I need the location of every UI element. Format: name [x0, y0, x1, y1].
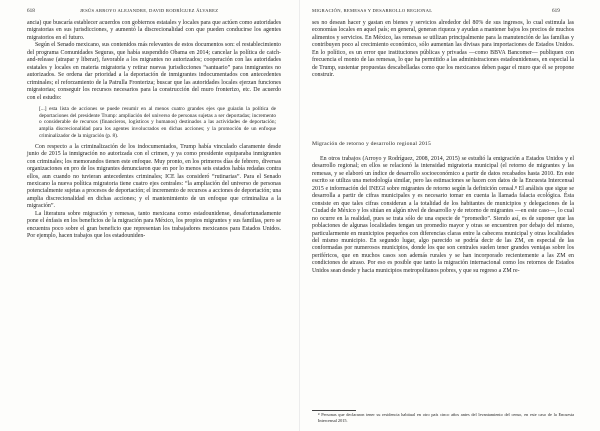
paragraph: Según el Senado mexicano, sus contenidos más relevantes de estos documentos son: el restablecimiento del programa Comunidades Seguras, que había suspendido Obama en 2014; cancelar la política de catch-and-release (atrapar y liberar), favorable a los migrantes no autorizados; cooperación con las autoridades estatales y locales en materia migratoria y retirar nuevas jurisdicciones “santuario” para inmigrantes no autorizados. Se ordena dar prioridad a la deportación de inmigrantes indocumentados con antecedentes criminales; el reforzamiento de la Patrulla Fronteriza; buscar que las autoridades locales ejerzan funciones migratorias; conseguir los recursos necesarios para la construcción del muro fronterizo, etc. De acuerdo con el estudio:	[27, 42, 281, 101]
paragraph: Con respecto a la criminalización de los indocumentados, Trump había vinculado claramente desde junio de 2015 la inmigración no autorizada con el crimen, y ya como presidente equiparaba inmigrantes con criminales; los memorandos tienen este enfoque. Muy pronto, en los primeros días de febrero, diversas organizaciones en pro de los migrantes denunciaron que en por lo menos seis estados había redadas contra ellos, aun cuando no tuvieran antecedentes criminales; ICE las consideró “rutinarias”. Para el Senado mexicano la nueva política migratoria tiene cuatro ejes centrales: “la ampliación del universo de personas potencialmente sujetas a procesos de deportación; el incremento de recursos a acciones de deportación; una amplia discrecionalidad en dichas acciones; y el mantenimiento de un enfoque que criminaliza a la migración”.	[27, 143, 281, 210]
paragraph: ancia) que buscaría establecer acuerdos con gobiernos estatales y locales para que actúen como autoridades migratorias en sus jurisdicciones, y aumentó la discrecionalidad con que pueden conducirse los agentes migratorios en el futuro.	[27, 20, 281, 41]
left-body-text	[27, 20, 281, 241]
running-head-left: JESÚS ARROYO ALEJANDRE, DAVID RODRÍGUEZ ÁLVAREZ	[80, 8, 219, 13]
paragraph: La literatura sobre migración y remesas, tanto mexicana como estadounidense, desafortunadamente pone el énfasis en los beneficios de la migración para México, los propios migrantes y sus familias, pero se encuentra poco sobre el gran beneficio que representan los trabajadores mexicanos para Estados Unidos. Por ejemplo, hacen trabajos que los estadouniden-	[27, 210, 281, 240]
running-head-right: MIGRACIÓN, REMESAS Y DESARROLLO REGIONAL	[312, 8, 433, 13]
section-title: Migración de retorno y desarrollo regional 2015	[312, 141, 432, 147]
block-quote: [...] esta lista de acciones se puede resumir en al menos cuatro grandes ejes que guiarán la política de deportaciones del presidente Trump: ampliación del universo de personas sujetas a ser deportadas; incremento o considerable de recursos (financieros, logísticos y humanos) destinados a las actividades de deportación; amplia discrecionalidad para los agentes involucrados en dichas acciones; y la promoción de un enfoque criminalizador de la migración (p. 8).	[39, 105, 276, 139]
footnote: ⁸ Personas que declararon tener su residencia habitual en otro país cinco años antes del levantamiento del censo, en este caso de la Encuesta Intercensal 2015.	[318, 412, 574, 423]
page-number-right: 619	[552, 8, 560, 14]
right-page	[300, 0, 600, 431]
page-number-left: 618	[27, 8, 35, 14]
right-body-text-top	[312, 20, 574, 80]
right-body-text-section	[312, 156, 574, 275]
paragraph: ses no desean hacer y gastan en bienes y servicios alrededor del 80% de sus ingresos, lo cual estimula las economías locales en aquel país; en general, generan riqueza y ayudan a mantener bajos los precios de muchos alimentos y servicios. En México, las remesas se utilizan principalmente para la manutención de las familias y contribuyen poco al crecimiento económico, sólo aumentan las divisas para importaciones de Estados Unidos. En lo político, es un error que instituciones públicas y privadas —como BBVA Bancomer— publiquen con frecuencia el monto de las remesas, lo que ha permitido a las administraciones estadounidenses, en especial la de Trump, sustentar propuestas descabelladas como que los mexicanos deben pagar el muro que él se propone construir.	[312, 20, 574, 79]
footnote-rule	[312, 410, 356, 411]
paragraph: En otros trabajos (Arroyo y Rodríguez, 2008, 2014, 2015) se estudió la emigración a Estados Unidos y el desarrollo regional; en ellos se relacionó la intensidad migratoria municipal (el retorno de migrantes y las remesas, y se elaboró un índice de desarrollo socioeconómico a partir de datos recabados hasta 2010. En este escrito se utiliza una metodología similar, pero las estimaciones se hacen con datos de la Encuesta Intercensal 2015 e información del INEGI sobre migrantes de retorno según la definición censal.⁸ El análisis que sigue se desarrolla a partir de cifras municipales y es necesario tomar en cuenta la llamada falacia ecológica. Ésta consiste en que tales cifras consideran a la totalidad de los habitantes de municipios y delegaciones de la Ciudad de México y los sitúan en algún nivel de desarrollo y de retorno de migrantes —en este caso—, lo cual no ocurre en la realidad, pues se trata sólo de una especie de “promedio”. Siendo así, es de suponer que las poblaciones de algunas localidades tengan un promedio mayor y otras se encuentren por debajo del mismo, particularmente en municipios pequeños con diferencias claras entre la cabecera municipal y otras localidades del mismo municipio. En segundo lugar, algo parecido se podría decir de las ZM, en especial de las conformadas por numerosos municipios, donde los que son centrales suelen tener grandes ventajas sobre los periféricos, que en muchos casos son además rurales y se han incorporado recientemente a las ZM en condiciones de atraso. Por eso es posible que tanto la migración internacional como los retornos de Estados Unidos sean desde y hacia municipios metropolitanos pobres, y que su regreso a ZM re-	[312, 156, 574, 274]
